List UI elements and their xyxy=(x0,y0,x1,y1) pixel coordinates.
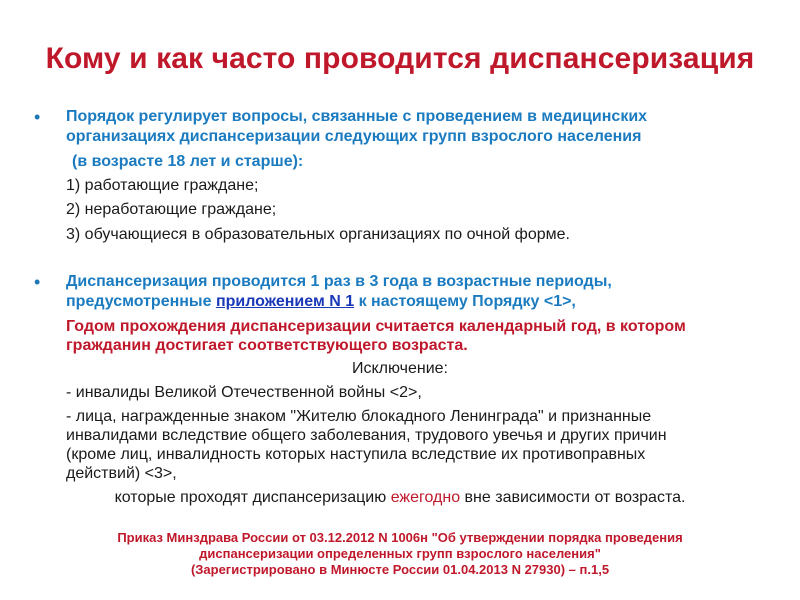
section2-line2 xyxy=(66,293,781,311)
exception-2-line2: инвалидами вследствие общего заболевания, трудового увечья и других причин xyxy=(66,427,667,444)
section2-red-line1: Годом прохождения диспансеризации считается календарный год, в котором xyxy=(66,318,686,335)
exception-2-line1: - лица, награжденные знаком "Жителю блокадного Ленинграда" и признанные xyxy=(66,408,652,425)
section2-line2-pre: предусмотренные xyxy=(66,293,216,310)
exception-2-line4: действий) <3>, xyxy=(66,465,177,482)
annual-emphasis: ежегодно xyxy=(390,489,461,506)
section2-line2-post: к настоящему Порядку <1>, xyxy=(354,293,576,310)
section1-intro-line3: (в возрасте 18 лет и старше): xyxy=(72,153,304,170)
footer-line3: (Зарегистрировано в Минюсте России 01.04.2013 N 27930) – п.1,5 xyxy=(190,562,610,577)
exception-1: - инвалиды Великой Отечественной войны <2>, xyxy=(66,384,422,401)
footer-line2: диспансеризации определенных групп взрослого населения" xyxy=(199,546,601,561)
section2-red-line2: гражданин достигает соответствующего возраста. xyxy=(66,337,468,354)
annual-post: вне зависимости от возраста. xyxy=(460,489,686,506)
annual-pre: которые проходят диспансеризацию xyxy=(114,489,391,506)
appendix-link[interactable]: приложением N 1 xyxy=(215,293,355,310)
section1-item-2: 2) неработающие граждане; xyxy=(66,201,277,218)
bullet-2: • xyxy=(34,272,41,292)
section1-intro-line1: Порядок регулирует вопросы, связанные с проведением в медицинских xyxy=(66,108,648,125)
section1-item-3: 3) обучающиеся в образовательных организациях по очной форме. xyxy=(66,226,570,243)
section1-intro-line2: организациях диспансеризации следующих групп взрослого населения xyxy=(66,128,642,145)
exception-label: Исключение: xyxy=(351,360,448,377)
annual-line xyxy=(0,489,800,507)
section2-line1: Диспансеризация проводится 1 раз в 3 года в возрастные периоды, xyxy=(66,273,612,290)
slide-title: Кому и как часто проводится диспансеризация xyxy=(45,42,755,75)
bullet-1: • xyxy=(34,107,41,127)
footer-line1: Приказ Минздрава России от 03.12.2012 N 1006н "Об утверждении порядка проведения xyxy=(117,530,683,545)
section1-item-1: 1) работающие граждане; xyxy=(66,177,259,194)
exception-2-line3: (кроме лиц, инвалидность которых наступила вследствие их противоправных xyxy=(66,446,646,463)
